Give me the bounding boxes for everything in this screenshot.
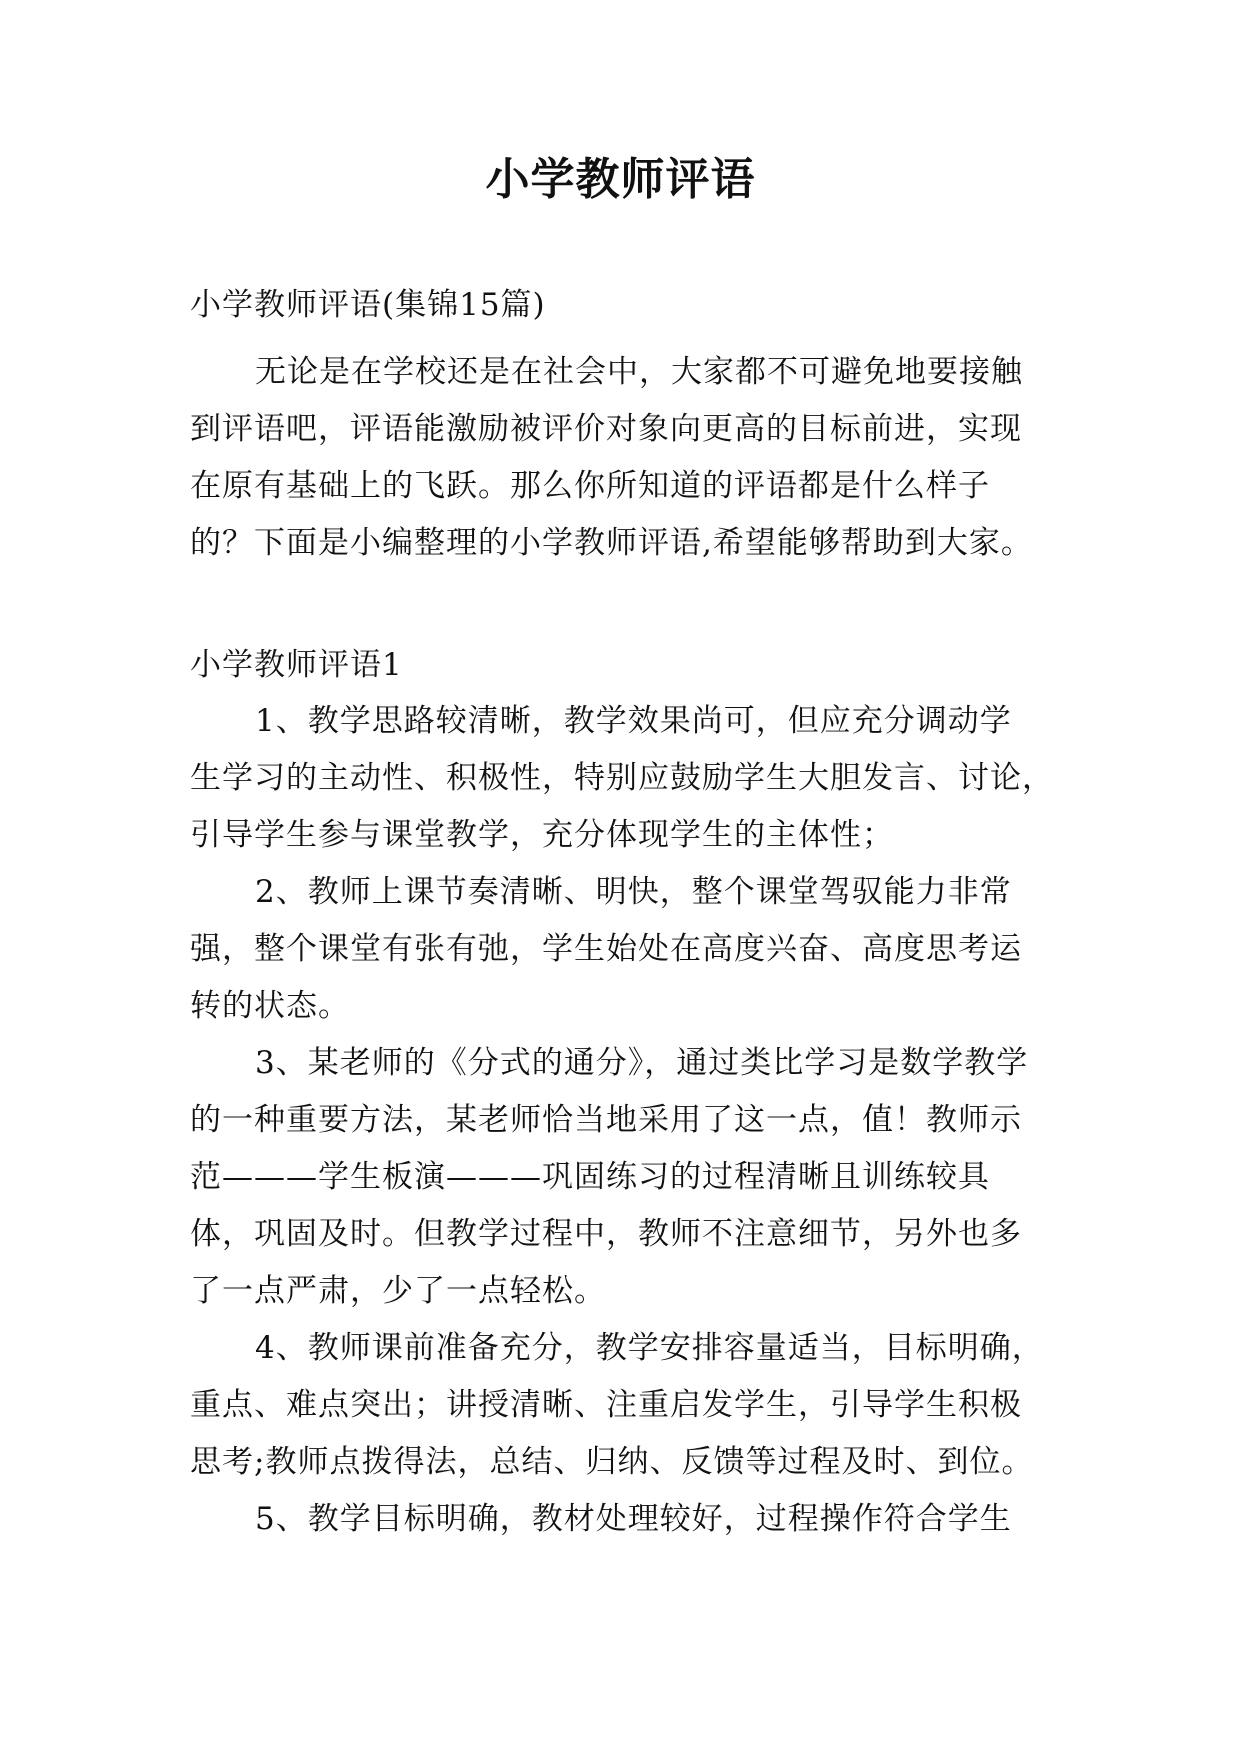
intro-line-2: 到评语吧，评语能激励被评价对象向更高的目标前进，实现 (190, 411, 1022, 447)
section-heading: 小学教师评语1 (190, 647, 403, 683)
subtitle: 小学教师评语(集锦15篇) (190, 287, 546, 323)
body-line-5: 强，整个课堂有张有弛，学生始处在高度兴奋、高度思考运 (190, 931, 1022, 967)
body-line-3: 引导学生参与课堂教学，充分体现学生的主体性； (190, 817, 894, 853)
intro-line-4: 的？下面是小编整理的小学教师评语,希望能够帮助到大家。 (190, 525, 1033, 561)
intro-line-3: 在原有基础上的飞跃。那么你所知道的评语都是什么样子 (190, 468, 990, 504)
body-line-10: 体，巩固及时。但教学过程中，教师不注意细节，另外也多 (190, 1216, 1022, 1252)
page-title: 小学教师评语 (485, 154, 756, 205)
body-line-12: 4、教师课前准备充分，教学安排容量适当，目标明确， (255, 1330, 1044, 1366)
intro-line-1: 无论是在学校还是在社会中，大家都不可避免地要接触 (255, 354, 1023, 390)
body-line-11: 了一点严肃，少了一点轻松。 (190, 1273, 606, 1309)
body-line-7: 3、某老师的《分式的通分》，通过类比学习是数学教学 (255, 1045, 1029, 1081)
body-line-13: 重点、难点突出；讲授清晰、注重启发学生，引导学生积极 (190, 1387, 1022, 1423)
body-line-8: 的一种重要方法，某老师恰当地采用了这一点，值！教师示 (190, 1102, 1022, 1138)
body-line-4: 2、教师上课节奏清晰、明快，整个课堂驾驭能力非常 (255, 874, 1012, 910)
body-line-2: 生学习的主动性、积极性，特别应鼓励学生大胆发言、讨论， (190, 760, 1054, 796)
body-line-6: 转的状态。 (190, 988, 350, 1024)
body-line-14: 思考;教师点拨得法，总结、归纳、反馈等过程及时、到位。 (190, 1444, 1034, 1480)
body-line-15: 5、教学目标明确，教材处理较好，过程操作符合学生 (255, 1501, 1012, 1537)
body-line-1: 1、教学思路较清晰，教学效果尚可，但应充分调动学 (255, 703, 1012, 739)
body-line-9: 范———学生板演———巩固练习的过程清晰且训练较具 (190, 1159, 990, 1195)
